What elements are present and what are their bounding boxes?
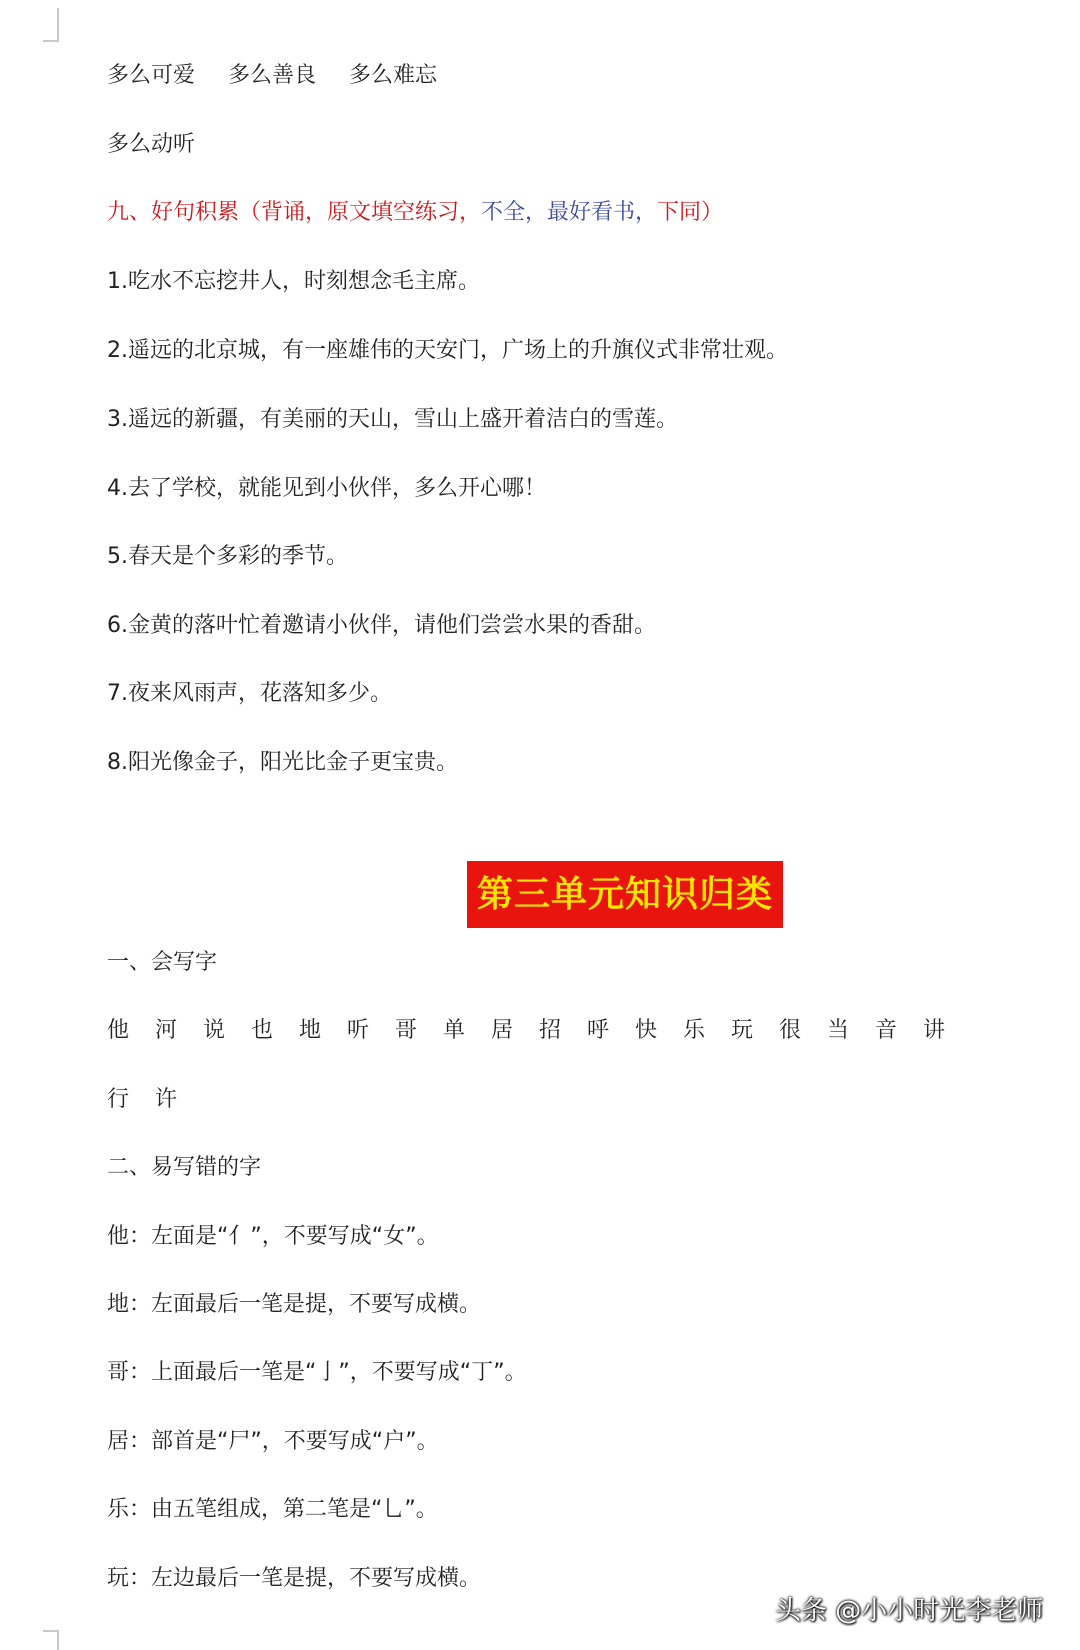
char-list-row-1 <box>107 1016 971 1046</box>
char-item: 很 <box>779 1018 802 1043</box>
page-corner-mark-bottom <box>43 1630 59 1650</box>
char-item: 当 <box>827 1018 850 1043</box>
sentence-item: 4.去了学校，就能见到小伙伴，多么开心哪！ <box>107 476 546 501</box>
char-item: 招 <box>539 1018 562 1043</box>
char-item: 听 <box>347 1018 370 1043</box>
sentence-item: 3.遥远的新疆，有美丽的天山，雪山上盛开着洁白的雪莲。 <box>107 407 678 432</box>
section-2-heading: 二、易写错的字 <box>107 1155 262 1180</box>
phrase: 多么难忘 <box>349 63 438 88</box>
char-item: 也 <box>251 1018 274 1043</box>
heading-part: 下同） <box>657 200 724 225</box>
char-item: 乐 <box>683 1018 706 1043</box>
heading-part: 九、好句积累（背诵，原文填空练习， <box>107 200 482 225</box>
char-item: 快 <box>635 1018 658 1043</box>
sentence-item: 7.夜来风雨声，花落知多少。 <box>107 681 392 706</box>
heading-part: 不全，最好看书， <box>481 200 658 225</box>
char-item: 音 <box>875 1018 898 1043</box>
phrases-line <box>107 61 437 91</box>
sentence-item: 1.吃水不忘挖井人，时刻想念毛主席。 <box>107 269 480 294</box>
char-item: 行 <box>107 1087 130 1112</box>
tip-item: 玩：左边最后一笔是提，不要写成横。 <box>107 1566 482 1591</box>
sentence-item: 6.金黄的落叶忙着邀请小伙伴，请他们尝尝水果的香甜。 <box>107 613 656 638</box>
phrase: 多么善良 <box>228 63 317 88</box>
phrase: 多么动听 <box>107 132 196 157</box>
unit-title-banner: 第三单元知识归类 <box>467 861 783 928</box>
sentence-item: 5.春天是个多彩的季节。 <box>107 544 348 569</box>
sentence-item: 8.阳光像金子，阳光比金子更宝贵。 <box>107 750 458 775</box>
page-corner-mark-top <box>43 8 59 42</box>
sentence-item: 2.遥远的北京城，有一座雄伟的天安门，广场上的升旗仪式非常壮观。 <box>107 338 788 363</box>
tip-item: 地：左面最后一笔是提，不要写成横。 <box>107 1292 482 1317</box>
char-item: 说 <box>203 1018 226 1043</box>
char-item: 玩 <box>731 1018 754 1043</box>
char-item: 讲 <box>923 1018 946 1043</box>
section-9-heading <box>107 198 723 228</box>
char-item: 许 <box>155 1087 178 1112</box>
char-item: 河 <box>155 1018 178 1043</box>
phrase: 多么可爱 <box>107 63 196 88</box>
char-item: 呼 <box>587 1018 610 1043</box>
watermark-text: 头条 @小小时光李老师 <box>775 1596 1044 1626</box>
tip-item: 乐：由五笔组成，第二笔是“乚”。 <box>107 1497 438 1522</box>
char-list-row-2 <box>107 1085 203 1115</box>
char-item: 地 <box>299 1018 322 1043</box>
tip-item: 居：部首是“尸”，不要写成“户”。 <box>107 1429 439 1454</box>
section-1-heading: 一、会写字 <box>107 950 218 975</box>
tip-item: 哥：上面最后一笔是“亅”，不要写成“丁”。 <box>107 1360 527 1385</box>
char-item: 居 <box>491 1018 514 1043</box>
char-item: 他 <box>107 1018 130 1043</box>
char-item: 哥 <box>395 1018 418 1043</box>
char-item: 单 <box>443 1018 466 1043</box>
tip-item: 他：左面是“亻”，不要写成“女”。 <box>107 1224 439 1249</box>
